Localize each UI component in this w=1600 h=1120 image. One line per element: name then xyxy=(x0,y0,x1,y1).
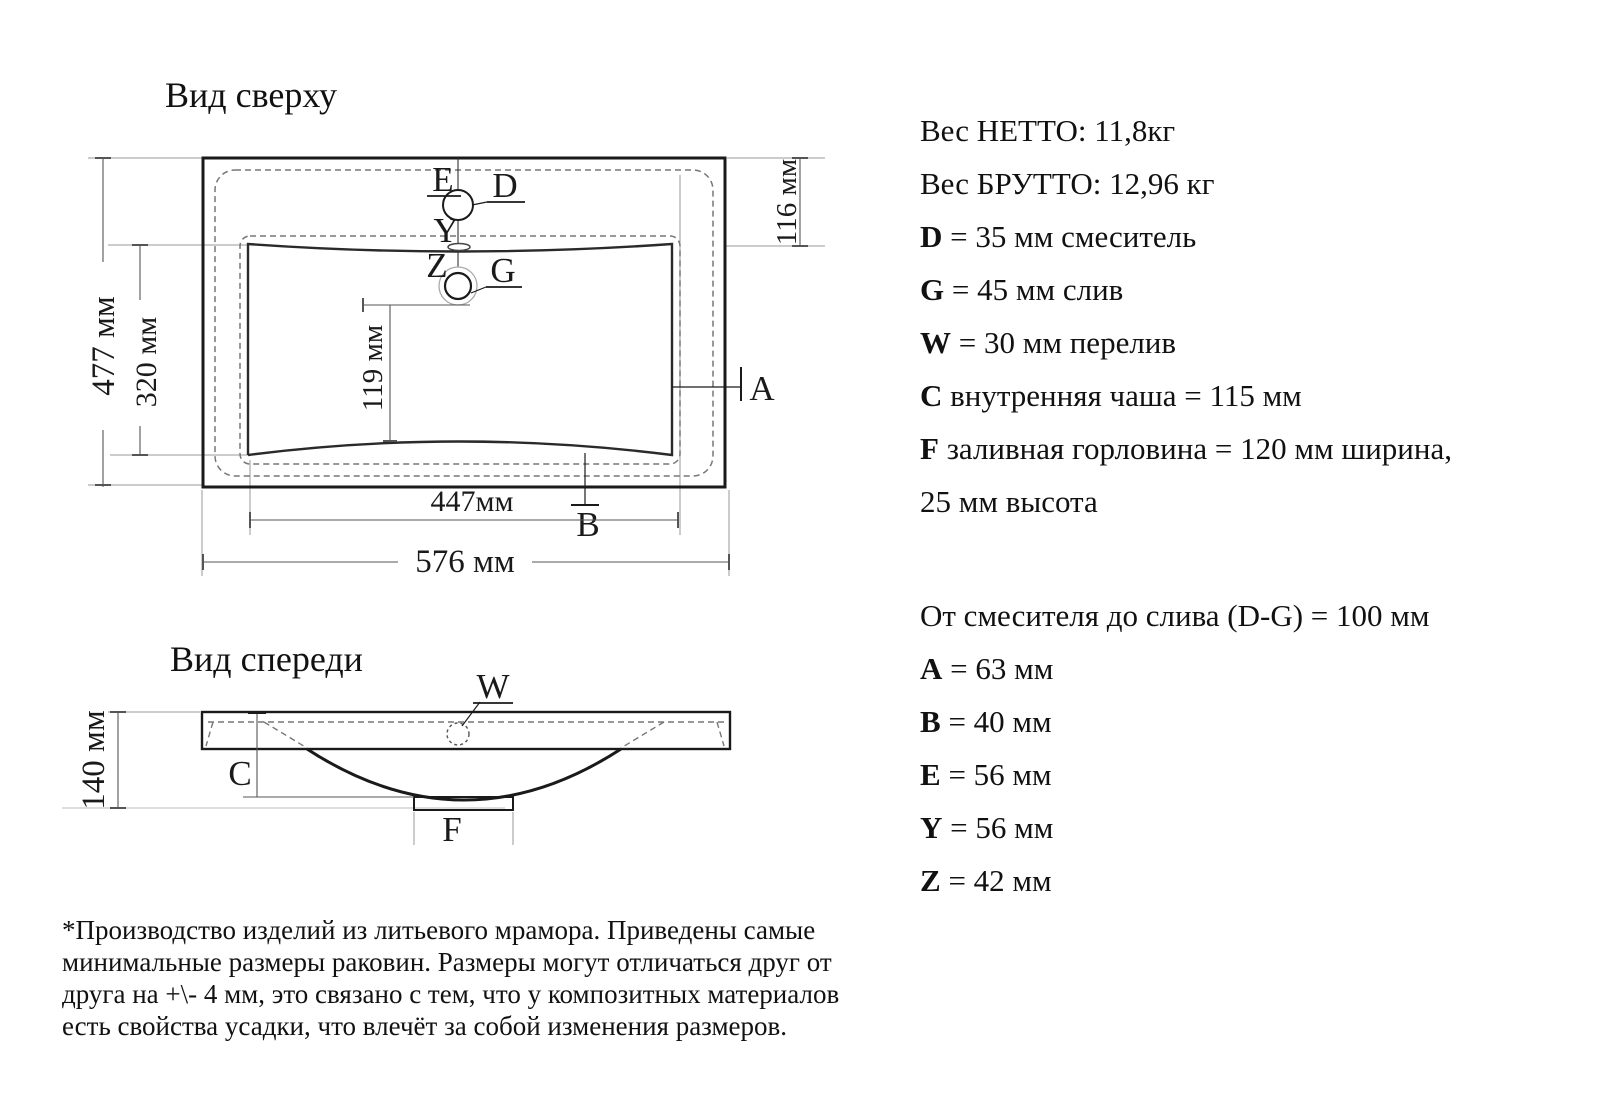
dim-c xyxy=(228,713,414,797)
dim-bowl-depth-label: 320 мм xyxy=(130,316,163,408)
label-f: F xyxy=(442,810,462,849)
label-z: Z xyxy=(426,246,448,285)
footnote-line: друга на +\- 4 мм, это связано с тем, что у композитных материалов xyxy=(62,979,840,1009)
spec-line: W = 30 мм перелив xyxy=(920,325,1177,360)
spec-line: G = 45 мм слив xyxy=(920,272,1124,307)
dim-bowl-width-label: 447мм xyxy=(430,485,514,518)
spec-line: Вес НЕТТО: 11,8кг xyxy=(920,113,1176,148)
spec-list xyxy=(920,104,1560,907)
label-c: C xyxy=(228,754,252,793)
top-view-drawing xyxy=(85,158,825,580)
bowl-profile-curve xyxy=(307,749,621,800)
spec-line: F заливная горловина = 120 мм ширина, xyxy=(920,431,1452,466)
dim-height-label: 140 мм xyxy=(76,710,112,810)
top-view-title: Вид сверху xyxy=(165,75,337,115)
spec-line: C внутренняя чаша = 115 мм xyxy=(920,378,1302,413)
dim-overall-depth-label: 477 мм xyxy=(86,296,122,396)
spec-line: 25 мм высота xyxy=(920,484,1098,519)
footnote-line: есть свойства усадки, что влечёт за собой изменения размеров. xyxy=(62,1011,788,1041)
label-b: B xyxy=(576,505,600,544)
dim-drain-to-front-label: 119 мм xyxy=(357,324,389,412)
overflow-hole-front xyxy=(447,723,469,745)
label-w-group xyxy=(462,667,513,726)
label-g: G xyxy=(490,251,516,290)
drain-hole xyxy=(445,273,471,299)
spec-line: D = 35 мм смеситель xyxy=(920,219,1197,254)
dim-overall-width-label: 576 мм xyxy=(415,544,515,580)
footnote-line: минимальные размеры раковин. Размеры могут отличаться друг от xyxy=(62,947,832,977)
production-footnote xyxy=(62,914,862,1042)
spec-line: E = 56 мм xyxy=(920,757,1052,792)
spec-line: Z = 42 мм xyxy=(920,863,1052,898)
spec-gap xyxy=(920,528,1560,589)
spec-line: A = 63 мм xyxy=(920,651,1054,686)
front-view-hidden-lines xyxy=(206,722,724,748)
label-d: D xyxy=(492,166,518,205)
label-w: W xyxy=(476,667,510,706)
label-y: Y xyxy=(433,211,459,250)
label-a: A xyxy=(749,369,775,408)
dim-back-offset-label: 116 мм xyxy=(771,158,803,246)
dim-height xyxy=(76,710,126,810)
spec-line: От смесителя до слива (D-G) = 100 мм xyxy=(920,598,1430,633)
front-view-title: Вид спереди xyxy=(170,639,363,679)
front-view-drawing xyxy=(62,667,730,849)
spec-line: B = 40 мм xyxy=(920,704,1052,739)
label-e: E xyxy=(432,160,454,199)
spec-line: Y = 56 мм xyxy=(920,810,1054,845)
footnote-line: *Производство изделий из литьевого мрамора. Приведены самые xyxy=(62,915,816,945)
spec-line: Вес БРУТТО: 12,96 кг xyxy=(920,166,1215,201)
